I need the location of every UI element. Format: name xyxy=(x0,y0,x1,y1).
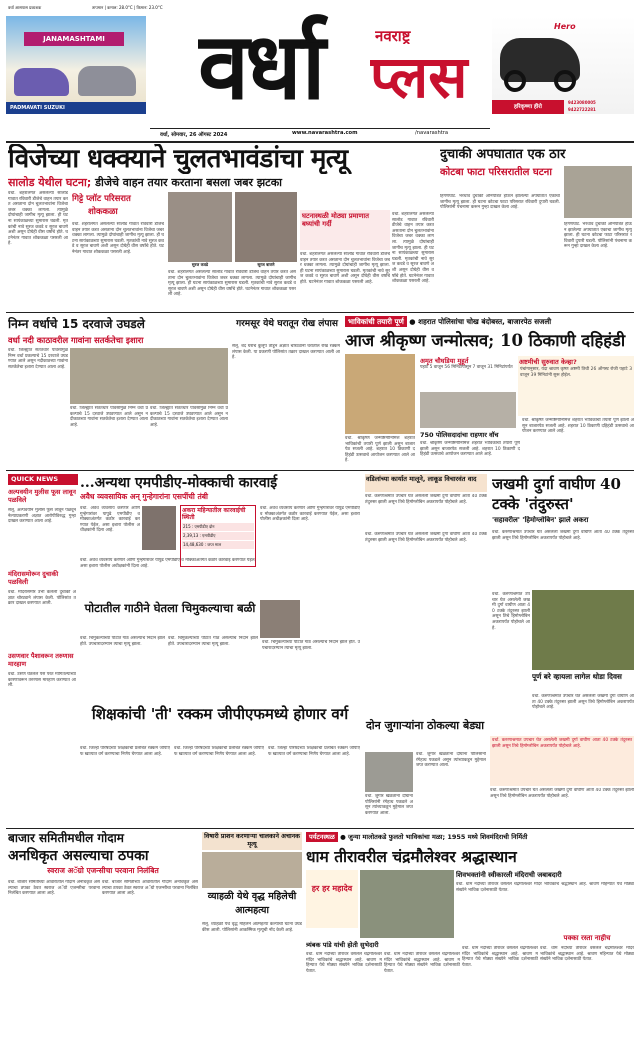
tourism-col-4: वर्धा. धाम नदीच्या तीरावर वसलेले चंद्रमौलेश्वर मंदिर भाविकांचे श्रद्धास्थान आहे. श्रावण महिन्यात येथे मोठ्या संख्येने भाविक दर्शनासाठी येतात. xyxy=(540,946,634,963)
tourism-banner-text: जुन्या मालोतकडे फुलतो भाविकांचा मळा; 1955 मध्ये शिवमंदिराची निर्मिती xyxy=(348,833,528,841)
festival-box-1 xyxy=(420,356,515,390)
festival-box-2 xyxy=(518,356,634,416)
lead-col-4: वर्धा. शहरालगत असलेल्या सालोड गावात रविवारी डीजेचे वाहन तयार करत असताना दोन चुलतभावांना विजेचा जबर धक्का लागला. त्यामुळे दोघांचाही जागीच मृत्यू झाला. ही घटना सायंकाळच्या सुमारास घडली. मृतकांची नावे सुरज कवडे व सूरज बावणे अशी असून दोघेही वीस वर्षांचे होते. घटनेनंतर गावात शोककळा पसरली आहे. xyxy=(300,252,390,285)
mpda-col-2: वर्धा. अवैध व्यवसाय करणारे आणि गुन्हेगारांवर यापुढे एमपीडीए व मोक्काअंतर्गत कठोर कारवाई करण्यात येईल, असा इशारा पोलीस अधीक्षकांनी दिला आहे. xyxy=(260,506,360,523)
accident-photo xyxy=(564,166,632,218)
dam-subhead: वर्धा नदी काठावरील गावांना सतर्कतेचा इशारा xyxy=(8,335,144,345)
ad-right-phone2: 9422722281 xyxy=(568,107,596,112)
festival-banner: भाविकांची तयारी पूर्ण ● शहरात पोलिसांचा चोख बंदोबस्त, बाजारपेठ सजली xyxy=(345,316,634,328)
festival-col-1: वर्धा. श्रीकृष्ण जन्माष्टमीनिमित्त शहरात भाविकांची तयारी पूर्ण झाली असून बाजारपेठ सजली आहे. शहरात 10 ठिकाणी दहिहंडी उत्सवाचे आयोजन करण्यात आले आहे. xyxy=(345,436,415,464)
durga-col-3: वर्धा. करुणाश्रमात उपचार घेत असलेली जखमी दुर्गा वाघीण आता 40 टक्के तंदुरुस्त झाली असून तिचे हिमोग्लोबिन अकरापर्यंत पोहोचले आहे. xyxy=(492,592,530,631)
wheel-icon xyxy=(504,70,526,92)
festival-box-2-body: पंचांगानुसार, यंदा श्रावण कृष्ण अष्टमी तिथी 26 ऑगस्ट रोजी पहाटे 3 वाजून 39 मिनिटांनी सुरू होईल. xyxy=(520,367,632,378)
accident-col-1: हिंगणघाट. भरधाव दुचाकी अनियंत्रित होऊन झालेल्या अपघातात एकाचा जागीच मृत्यू झाला. ही घटना कोटबा फाटा परिसरात रविवारी दुपारी घडली. पोलिसांनी पंचनामा करून गुन्हा दाखल केला आहे. xyxy=(440,194,560,211)
dam-photo xyxy=(70,348,228,404)
car-illustration xyxy=(14,68,69,96)
market-subhead: स्वराज अॅग्रो एजन्सीचा परवाना निलंबित xyxy=(47,866,159,875)
gamblers-headline: दोन जुगाऱ्यांना ठोकल्या बेड्या xyxy=(365,719,485,732)
durga-quote-box xyxy=(490,736,634,786)
quicknews-item-1-title: अल्पवयीन मुलीस फूस लावून पळविले xyxy=(8,488,76,504)
dam-col-2: वर्धा. जिल्ह्यात संततधार पावसामुळे निम्न वर्धा प्रकल्पाचे 15 दरवाजे उघडण्यात आले असून नदीकाठच्या गावांना सतर्कतेचा इशारा देण्यात आला आहे. xyxy=(70,406,148,428)
tumour-col-2: वर्धा. चिमुकल्याच्या पोटात गाठ असल्याचे निदान झाले होते. उपचारादरम्यान त्याचा मृत्यू झाला. xyxy=(168,636,258,647)
lead-col-3: वर्धा. शहरालगत असलेल्या सालोड गावात रविवारी डीजेचे वाहन तयार करत असताना दोन चुलतभावांना विजेचा जबर धक्का लागला. त्यामुळे दोघांचाही जागीच मृत्यू झाला. ही घटना सायंकाळच्या सुमारास घडली. मृतकांची नावे सुरज कवडे व सूरज बावणे अशी असून दोघेही वीस वर्षांचे होते. घटनेनंतर गावात शोककळा पसरली आहे. xyxy=(168,270,296,298)
accident-col-2: हिंगणघाट. भरधाव दुचाकी अनियंत्रित होऊन झालेल्या अपघातात एकाचा जागीच मृत्यू झाला. ही घटना कोटबा फाटा परिसरात रविवारी दुपारी घडली. पोलिसांनी पंचनामा करून गुन्हा दाखल केला आहे. xyxy=(564,222,632,250)
durga-box-title: पूर्ण बरे व्हायला लागेल थोडा दिवस xyxy=(532,672,622,681)
top-left-text: वर्धा आसपास प्रकाशक xyxy=(8,5,42,10)
festival-headline: आज श्रीकृष्ण जन्मोत्सव; 10 ठिकाणी दहिहंडी xyxy=(345,331,626,350)
festival-banner-red: भाविकांची तयारी पूर्ण xyxy=(345,316,407,327)
masthead-bottom-rule xyxy=(6,141,634,143)
dam-col-1: वर्धा. जिल्ह्यात संततधार पावसामुळे निम्न वर्धा प्रकल्पाचे 15 दरवाजे उघडण्यात आले असून नदीकाठच्या गावांना सतर्कतेचा इशारा देण्यात आला आहे. xyxy=(8,348,68,370)
market-headline-2: अनधिकृत असल्याचा ठपका xyxy=(8,848,149,864)
durga-subhead: 'सहावरील' 'हिमोग्लोबिन' झाले अकरा xyxy=(492,516,589,524)
burglary-headline: गरमसूर येथे घरातून रोख लंपास xyxy=(236,319,338,329)
weather-strip xyxy=(92,5,242,13)
lead-col-2: वर्धा. शहरालगत असलेल्या सालोड गावात रविवारी डीजेचे वाहन तयार करत असताना दोन चुलतभावांना विजेचा जबर धक्का लागला. त्यामुळे दोघांचाही जागीच मृत्यू झाला. ही घटना सायंकाळच्या सुमारास घडली. मृतकांची नावे सुरज कवडे व सूरज बावणे अशी असून दोघेही वीस वर्षांचे होते. घटनेनंतर गावात शोककळा पसरली आहे. xyxy=(72,222,164,255)
mpda-photo xyxy=(142,506,176,550)
teachers-col-2: वर्धा. जिल्हा परिषदेच्या शिक्षकांची प्रलंबित रक्कम जीपीएफ खात्यात वर्ग करण्याचा निर्णय घेण्यात आला आहे. xyxy=(174,746,264,757)
tumour-col-3: वर्धा. चिमुकल्याच्या पोटात गाठ असल्याचे निदान झाले होते. उपचारादरम्यान त्याचा मृत्यू झाला. xyxy=(262,640,360,651)
handcuff-photo xyxy=(365,752,413,792)
lead-photo-2 xyxy=(235,192,297,262)
festival-col-3: वर्धा. श्रीकृष्ण जन्माष्टमीनिमित्त शहरात भाविकांची तयारी पूर्ण झाली असून बाजारपेठ सजली आहे. शहरात 10 ठिकाणी दहिहंडी उत्सवाचे आयोजन करण्यात आले आहे. xyxy=(522,418,634,435)
teachers-headline: शिक्षकांची 'ती' रक्कम जीपीएफमध्ये होणार वर्ग xyxy=(91,705,349,723)
logo-sub: नवराष्ट्र xyxy=(375,27,411,44)
tumour-headline: पोटातील गाठीने घेतला चिमुकल्याचा बळी xyxy=(84,601,256,615)
tourism-box-title: शिवभक्तांनी स्वीकारली मंदिराची जबाबदारी xyxy=(456,871,562,879)
ad-left-title: JANAMASHTAMI xyxy=(24,32,124,46)
ad-right-brand: Hero xyxy=(554,22,576,31)
lead-kicker-1: गिट्टे प्लॉट परिसरात xyxy=(72,194,131,204)
tourism-caption: त्र्यंबक पांडे यांची होती सुभेदारी xyxy=(306,941,379,949)
mpda-table-row-2: 2,39,13 : एमपीडीए xyxy=(182,532,254,540)
masthead-rule xyxy=(150,128,490,129)
durga-quote-text: वर्धा. करुणाश्रमात उपचार घेत असलेली जखमी दुर्गा वाघीण आता 40 टक्के तंदुरुस्त झाली असून तिचे हिमोग्लोबिन अकरापर्यंत पोहोचले आहे. xyxy=(492,738,632,749)
market-headline: बाजार समितीमधील गोदाम xyxy=(8,831,124,845)
ad-right-banner[interactable] xyxy=(492,16,634,114)
car-illustration-2 xyxy=(78,66,136,96)
festival-box-1-title: अमृत चौघडिया मुहूर्त xyxy=(420,357,469,365)
durga-col-top: वर्धा. करुणाश्रमात उपचार घेत असलेली जखमी दुर्गा वाघीण आता 40 टक्के तंदुरुस्त झाली असून तिचे हिमोग्लोबिन अकरापर्यंत पोहोचले आहे. xyxy=(365,494,487,505)
quicknews-item-3-body: वर्धा. उसणे घेतलेले पैसे परत मागितल्याच्या कारणावरून तरुणास मारहाण करण्यात आली. xyxy=(8,672,76,689)
suicide-photo xyxy=(202,852,302,888)
weather-text: तापमान | कमाल: 28.0°C | किमान: 23.0°C xyxy=(92,5,163,10)
print-registration-strip xyxy=(8,1036,632,1044)
dam-col-3: वर्धा. जिल्ह्यात संततधार पावसामुळे निम्न वर्धा प्रकल्पाचे 15 दरवाजे उघडण्यात आले असून नदीकाठच्या गावांना सतर्कतेचा इशारा देण्यात आला आहे. xyxy=(150,406,228,428)
lead-kicker-2: शोककळा xyxy=(88,207,118,217)
accident-headline: दुचाकी अपघातात एक ठार xyxy=(440,147,566,162)
mpda-table-title: अकरा महिन्यातील कारवाईची स्थिती xyxy=(182,507,246,521)
ad-left-dealer: PADMAVATI SUZUKI xyxy=(6,102,146,114)
quicknews-item-3-title: उसणवार पैशावरून तरुणास मारहाण xyxy=(8,652,74,668)
lead-subhead-text: डीजेचे वाहन तयार करताना बसला जबर झटका xyxy=(95,176,283,189)
lead-headline: विजेच्या धक्क्याने चुलतभावंडांचा मृत्यू xyxy=(8,144,348,174)
festival-col-2: वर्धा. श्रीकृष्ण जन्माष्टमीनिमित्त शहरात भाविकांची तयारी पूर्ण झाली असून बाजारपेठ सजली आहे. शहरात 10 ठिकाणी दहिहंडी उत्सवाचे आयोजन करण्यात आले आहे. xyxy=(420,441,520,458)
lead-photo-1 xyxy=(168,192,232,262)
tourism-banner-red: पर्यटनस्थळ xyxy=(306,832,338,842)
mpda-col-1: वर्धा. अवैध व्यवसाय करणारे आणि गुन्हेगारांवर यापुढे एमपीडीए व मोक्काअंतर्गत कठोर कारवाई करण्यात येईल, असा इशारा पोलीस अधीक्षकांनी दिला आहे. xyxy=(80,506,140,534)
tumour-col-1: वर्धा. चिमुकल्याच्या पोटात गाठ असल्याचे निदान झाले होते. उपचारादरम्यान त्याचा मृत्यू झाला. xyxy=(80,636,165,647)
festival-banner-text: शहरात पोलिसांचा चोख बंदोबस्त, बाजारपेठ सजली xyxy=(418,317,552,326)
tourism-col-right: वर्धा. धाम नदीच्या तीरावर वसलेले चंद्रमौलेश्वर मंदिर भाविकांचे श्रद्धास्थान आहे. श्रावण महिन्यात येथे मोठ्या संख्येने भाविक दर्शनासाठी येतात. xyxy=(456,882,634,893)
social-icons xyxy=(385,130,413,137)
burglary-col: सेलू. बंद घराचे कुलूप तोडून अज्ञात चोरट्यांनी घरातील रोख रक्कम लंपास केली. या प्रकरणी पोलिसांत तक्रार दाखल करण्यात आली आहे. xyxy=(232,344,340,361)
tourism-badge xyxy=(306,870,358,928)
tourism-headline: धाम तीरावरील चंद्रमौलेश्वर श्रद्धास्थान xyxy=(306,847,517,866)
social-handle[interactable]: /navarashtra xyxy=(415,130,449,136)
lead-subhead-red: सालोड येथील घटना; xyxy=(8,176,92,189)
ad-right-phone1: 9423080005 xyxy=(568,100,596,105)
festival-box-2-title: अष्टमीची सुरुवात केव्हा? xyxy=(519,358,577,366)
mpda-col-3: वर्धा. अवैध व्यवसाय करणारे आणि गुन्हेगारांवर यापुढे एमपीडीए व मोक्काअंतर्गत कठोर कारवाई करण्यात येईल, असा इशारा पोलीस अधीक्षकांनी दिला आहे. xyxy=(80,558,256,569)
tourism-badge-text: हर हर महादेव xyxy=(311,884,353,893)
tourism-col-2: वर्धा. धाम नदीच्या तीरावर वसलेले चंद्रमौलेश्वर मंदिर भाविकांचे श्रद्धास्थान आहे. श्रावण महिन्यात येथे मोठ्या संख्येने भाविक दर्शनासाठी येतात. xyxy=(384,952,460,974)
quicknews-item-2-body: वर्धा. मंदिरासमोर उभी केलेली दुचाकी अज्ञात चोरट्याने लंपास केली. पोलिसांत तक्रार दाखल करण्यात आली. xyxy=(8,590,76,607)
mpda-headline: ...अन्यथा एमपीडीए-मोक्काची कारवाई xyxy=(80,475,278,491)
section-rule xyxy=(6,312,634,313)
temple-photo xyxy=(360,870,454,938)
durga-headline: जखमी दुर्गा वाघीण 40 टक्के 'तंदुरुस्त' xyxy=(492,475,621,513)
lead-col-1: वर्धा. शहरालगत असलेल्या सालोड गावात रविवारी डीजेचे वाहन तयार करत असताना दोन चुलतभावांना विजेचा जबर धक्का लागला. त्यामुळे दोघांचाही जागीच मृत्यू झाला. ही घटना सायंकाळच्या सुमारास घडली. मृतकांची नावे सुरज कवडे व सूरज बावणे अशी असून दोघेही वीस वर्षांचे होते. घटनेनंतर गावात शोककळा पसरली आहे. xyxy=(8,191,68,247)
gamblers-col-1: वर्धा. जुगार खेळताना दोघांना पोलिसांनी रंगेहाथ पकडले असून त्यांच्याकडून मुद्देमाल जप्त करण्यात आला. xyxy=(416,752,486,769)
lead-subhead xyxy=(8,176,428,190)
durga-col-5: वर्धा. करुणाश्रमात उपचार घेत असलेली जखमी दुर्गा वाघीण आता 40 टक्के तंदुरुस्त झाली असून तिचे हिमोग्लोबिन अकरापर्यंत पोहोचले आहे. xyxy=(490,788,634,799)
tourism-col-1: वर्धा. धाम नदीच्या तीरावर वसलेले चंद्रमौलेश्वर मंदिर भाविकांचे श्रद्धास्थान आहे. श्रावण महिन्यात येथे मोठ्या संख्येने भाविक दर्शनासाठी येतात. xyxy=(306,952,382,974)
suicide-col: सेलू. व्याहळी येथे वृद्ध महिलेने आत्महत्या केल्याची घटना उघडकीस आली. पोलिसांनी आकस्मिक मृत्यूची नोंद केली आहे. xyxy=(202,922,302,933)
mpda-table-row-3: 14,48,630 : जप्त माल xyxy=(182,541,254,549)
durga-col-4: वर्धा. करुणाश्रमात उपचार घेत असलेली जखमी दुर्गा वाघीण आता 40 टक्के तंदुरुस्त झाली असून तिचे हिमोग्लोबिन अकरापर्यंत पोहोचले आहे. xyxy=(532,694,634,711)
suicide-kicker: विषारी प्राशन करणाऱ्या चालकाने अचानक मृत्यू xyxy=(202,832,302,850)
tourism-road-title: पक्का रस्ता नाहीच xyxy=(563,934,611,942)
teachers-col-1: वर्धा. जिल्हा परिषदेच्या शिक्षकांची प्रलंबित रक्कम जीपीएफ खात्यात वर्ग करण्याचा निर्णय घेण्यात आला आहे. xyxy=(80,746,170,757)
durga-kicker: वडिलांच्या कार्यात मालूने, लाकूड विचारवंत वाद xyxy=(365,474,487,492)
mpda-table-row-1: 215 : एमपीडीए दोन xyxy=(182,523,254,531)
lead-photo-2-caption: सूरज बावणे xyxy=(257,262,275,267)
tumour-photo xyxy=(260,600,300,638)
accident-subhead: कोटबा फाटा परिसरातील घटना xyxy=(440,167,552,178)
section-rule-3 xyxy=(6,828,634,829)
website-link[interactable]: www.navarashtra.com xyxy=(292,130,358,136)
tourism-col-3: वर्धा. धाम नदीच्या तीरावर वसलेले चंद्रमौलेश्वर मंदिर भाविकांचे श्रद्धास्थान आहे. श्रावण महिन्यात येथे मोठ्या संख्येने भाविक दर्शनासाठी येतात. xyxy=(462,946,538,968)
quicknews-item-1-body: सेलू. अल्पवयीन मुलीस फूस लावून पळवून नेल्याप्रकरणी अज्ञात आरोपीविरुद्ध गुन्हा दाखल करण्यात आला आहे. xyxy=(8,508,76,525)
market-col-2: वर्धा. बाजार समितीच्या आवारातील गोदाम अनधिकृत असल्याचा ठपका ठेवत स्वराज अॅग्रो एजन्सीचा परवाना निलंबित करण्यात आला आहे. xyxy=(102,880,198,897)
lead-col-5: वर्धा. शहरालगत असलेल्या सालोड गावात रविवारी डीजेचे वाहन तयार करत असताना दोन चुलतभावांना विजेचा जबर धक्का लागला. त्यामुळे दोघांचाही जागीच मृत्यू झाला. ही घटना सायंकाळच्या सुमारास घडली. मृतकांची नावे सुरज कवडे व सूरज बावणे अशी असून दोघेही वीस वर्षांचे होते. घटनेनंतर गावात शोककळा पसरली आहे. xyxy=(392,212,434,285)
dam-headline: निम्न वर्धाचे 15 दरवाजे उघडले xyxy=(8,317,145,331)
festival-photo-police xyxy=(420,392,516,428)
logo-main: वर्धा xyxy=(198,14,322,120)
festival-police-caption: 750 पोलिसदादांचा राहणार वॉच xyxy=(420,431,499,439)
gamblers-col-2: वर्धा. जुगार खेळताना दोघांना पोलिसांनी रंगेहाथ पकडले असून त्यांच्याकडून मुद्देमाल जप्त करण्यात आला. xyxy=(365,794,413,816)
durga-col-2: वर्धा. करुणाश्रमात उपचार घेत असलेली जखमी दुर्गा वाघीण आता 40 टक्के तंदुरुस्त झाली असून तिचे हिमोग्लोबिन अकरापर्यंत पोहोचले आहे. xyxy=(492,530,634,541)
festival-box-1-body: पहाटे 5 वाजून 56 मिनिटांपासून 7 वाजून 31 मिनिटांपर्यंत xyxy=(420,365,513,370)
ad-right-dealer: हरिकृष्णा हीरो xyxy=(492,100,564,114)
teachers-col-3: वर्धा. जिल्हा परिषदेच्या शिक्षकांची प्रलंबित रक्कम जीपीएफ खात्यात वर्ग करण्याचा निर्णय घेण्यात आला आहे. xyxy=(268,746,360,757)
section-rule-2 xyxy=(6,470,634,471)
festival-photo-krishna xyxy=(345,354,415,434)
durga-col-1: वर्धा. करुणाश्रमात उपचार घेत असलेली जखमी दुर्गा वाघीण आता 40 टक्के तंदुरुस्त झाली असून तिचे हिमोग्लोबिन अकरापर्यंत पोहोचले आहे. xyxy=(365,532,487,543)
logo-plus: प्लस xyxy=(370,43,468,111)
suicide-headline: व्याहळी येथे वृद्ध महिलेची आत्महत्या xyxy=(207,891,297,916)
quicknews-item-2-title: मंदिरासमोरून दुचाकी पळविली xyxy=(8,570,59,586)
tourism-banner: पर्यटनस्थळ ● जुन्या मालोतकडे फुलतो भाविकांचा मळा; 1955 मध्ये शिवमंदिराची निर्मिती xyxy=(306,832,634,843)
mpda-subhead: अवैध व्यवसायिक अन् गुन्हेगारांना एसपींची तंबी xyxy=(80,492,208,501)
wheel-icon xyxy=(554,70,576,92)
lead-photo-1-caption: सुरज कवडे xyxy=(191,262,209,267)
lead-box-title: घटनास्थळी मोठ्या प्रमाणात बघ्यांची गर्दी xyxy=(302,212,369,228)
ad-left-banner[interactable] xyxy=(6,16,146,114)
tiger-photo xyxy=(532,590,634,670)
market-col-1: वर्धा. बाजार समितीच्या आवारातील गोदाम अनधिकृत असल्याचा ठपका ठेवत स्वराज अॅग्रो एजन्सीचा परवाना निलंबित करण्यात आला आहे. xyxy=(8,880,100,897)
quicknews-label: QUICK NEWS xyxy=(8,474,78,485)
dateline: वर्धा, सोमवार, 26 ऑगस्ट 2024 xyxy=(160,132,228,138)
lead-box xyxy=(300,210,390,250)
